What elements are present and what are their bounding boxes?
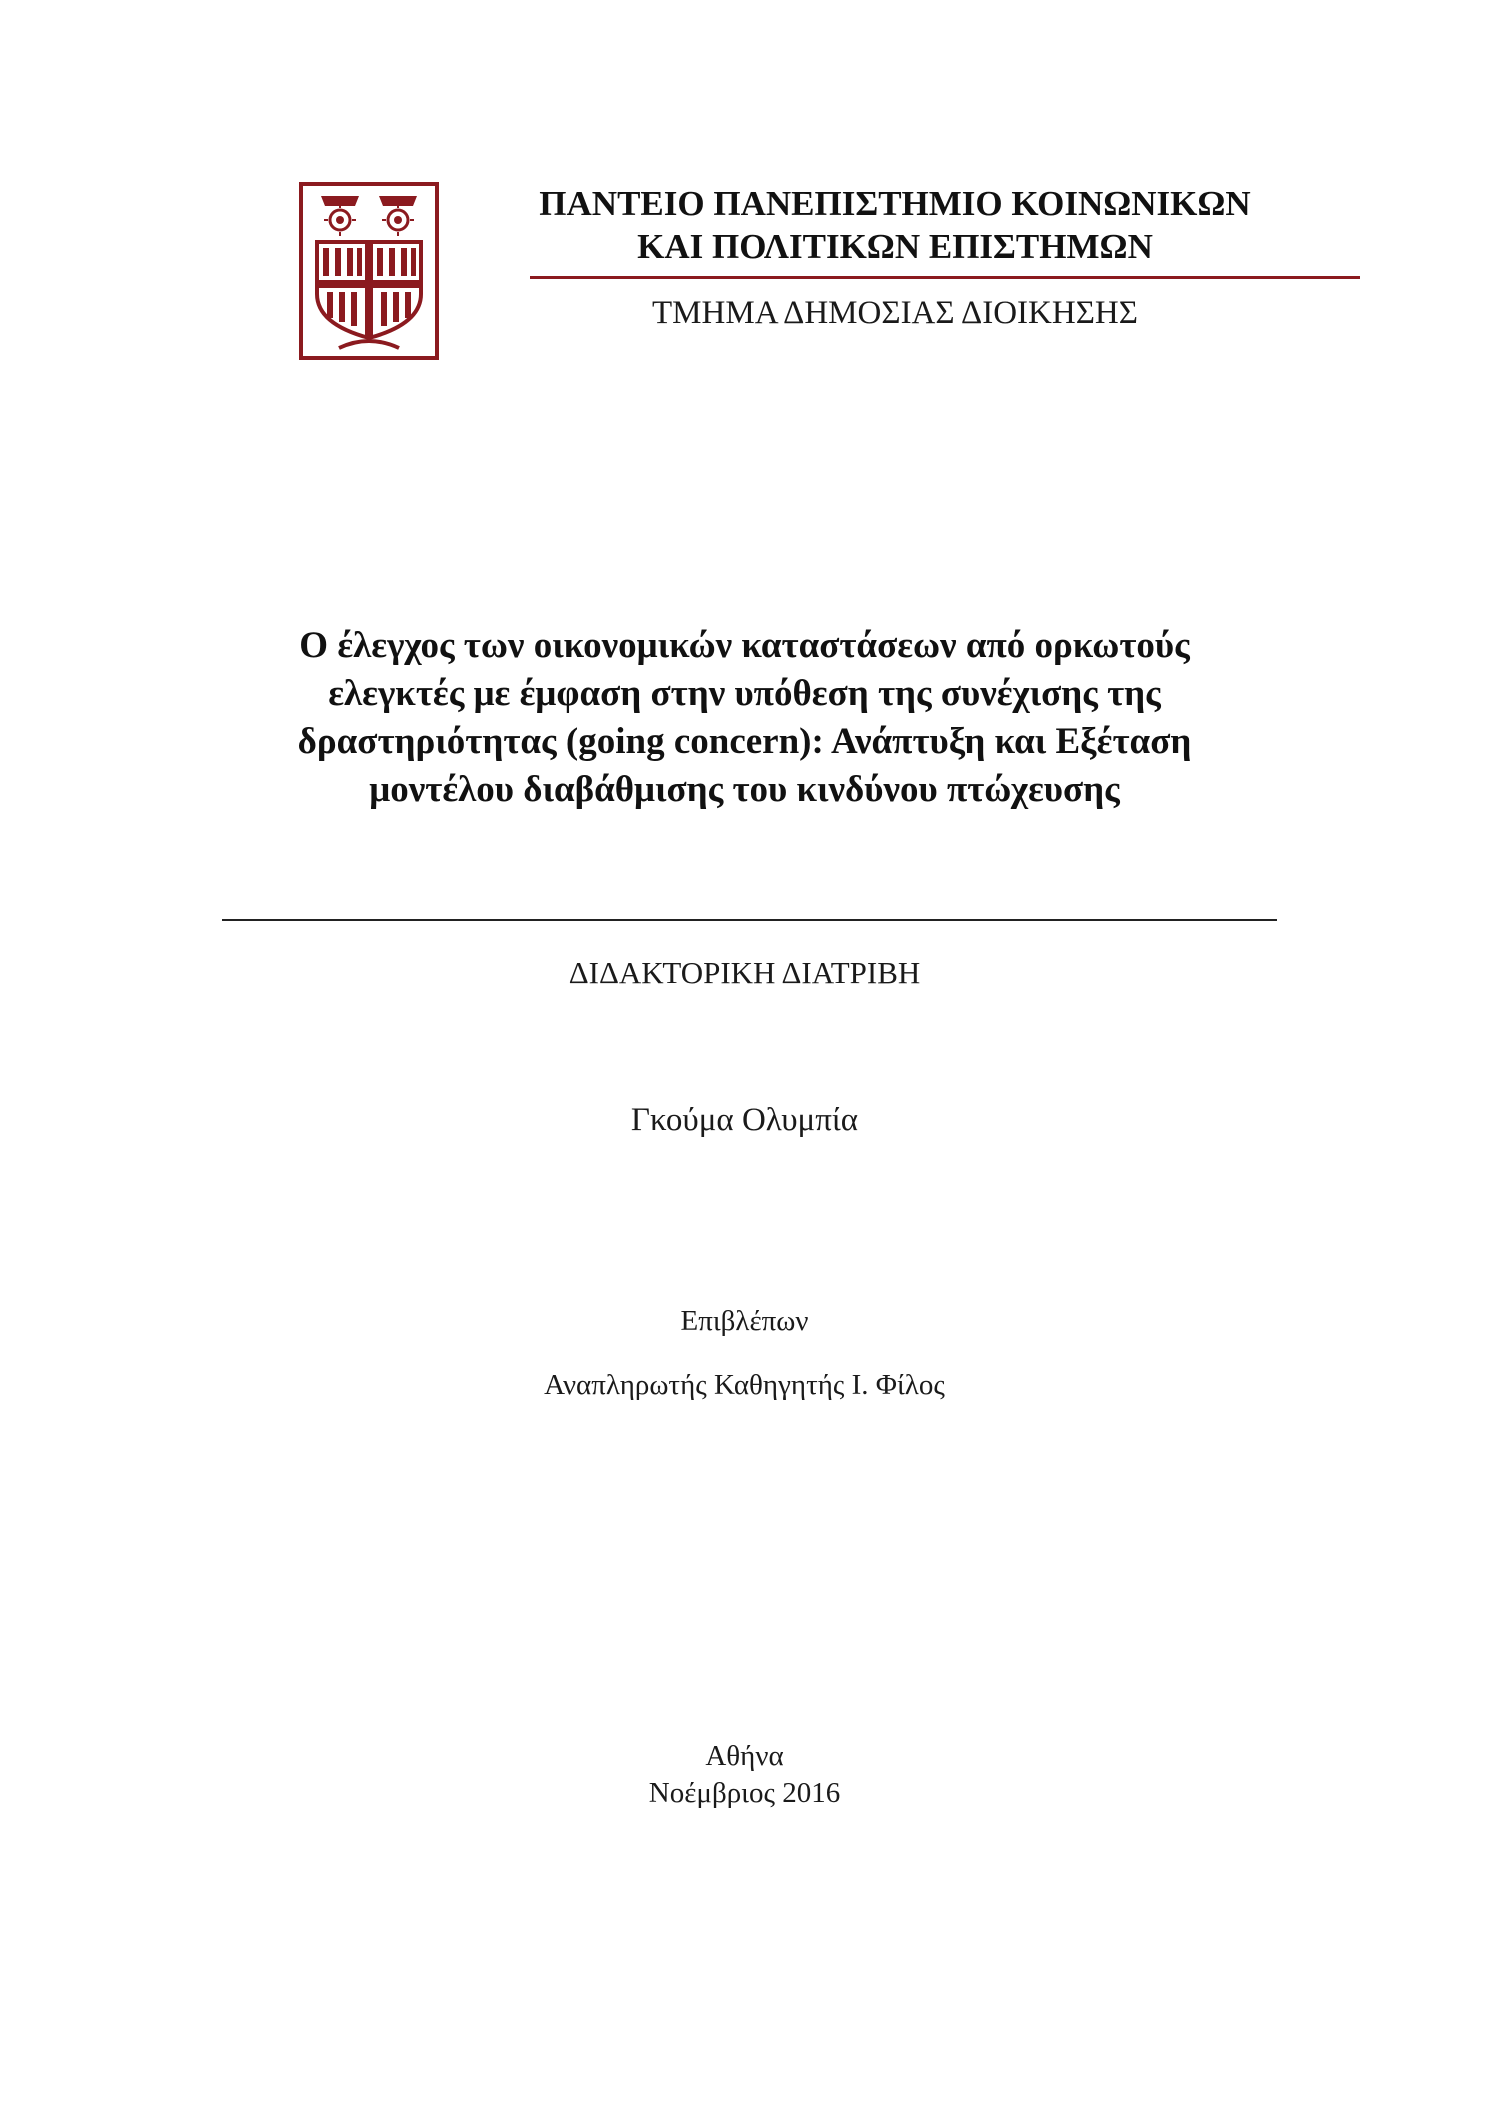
- thesis-title-line-2: ελεγκτές με έμφαση στην υπόθεση της συνέχισης της: [328, 673, 1161, 714]
- thesis-title-line-1: Ο έλεγχος των οικονομικών καταστάσεων από ορκωτούς: [299, 625, 1190, 666]
- university-crest-icon: [299, 182, 439, 360]
- author-name: Γκούμα Ολυμπία: [630, 1102, 859, 1138]
- university-name-line-2: ΚΑΙ ΠΟΛΙΤΙΚΩΝ ΕΠΙΣΤΗΜΩΝ: [637, 227, 1153, 266]
- title-divider: [222, 919, 1277, 921]
- document-type: ΔΙΔΑΚΤΟΡΙΚΗ ΔΙΑΤΡΙΒΗ: [568, 955, 921, 990]
- thesis-title-line-4: μοντέλου διαβάθμισης του κινδύνου πτώχευσης: [369, 769, 1120, 810]
- thesis-title-line-3: δραστηριότητας (going concern): Ανάπτυξη και Εξέταση: [297, 721, 1192, 762]
- department-name: ΤΜΗΜΑ ΔΗΜΟΣΙΑΣ ΔΙΟΙΚΗΣΗΣ: [652, 295, 1138, 331]
- city: Αθήνα: [705, 1740, 784, 1772]
- supervisor-label: Επιβλέπων: [680, 1305, 809, 1337]
- supervisor-name: Αναπληρωτής Καθηγητής Ι. Φίλος: [544, 1369, 945, 1401]
- university-name-line-1: ΠΑΝΤΕΙΟ ΠΑΝΕΠΙΣΤΗΜΙΟ ΚΟΙΝΩΝΙΚΩΝ: [539, 184, 1251, 223]
- date: Νοέμβριος 2016: [648, 1777, 841, 1809]
- header-divider: [530, 276, 1360, 279]
- thesis-title: [200, 622, 1289, 814]
- university-name: [530, 182, 1260, 268]
